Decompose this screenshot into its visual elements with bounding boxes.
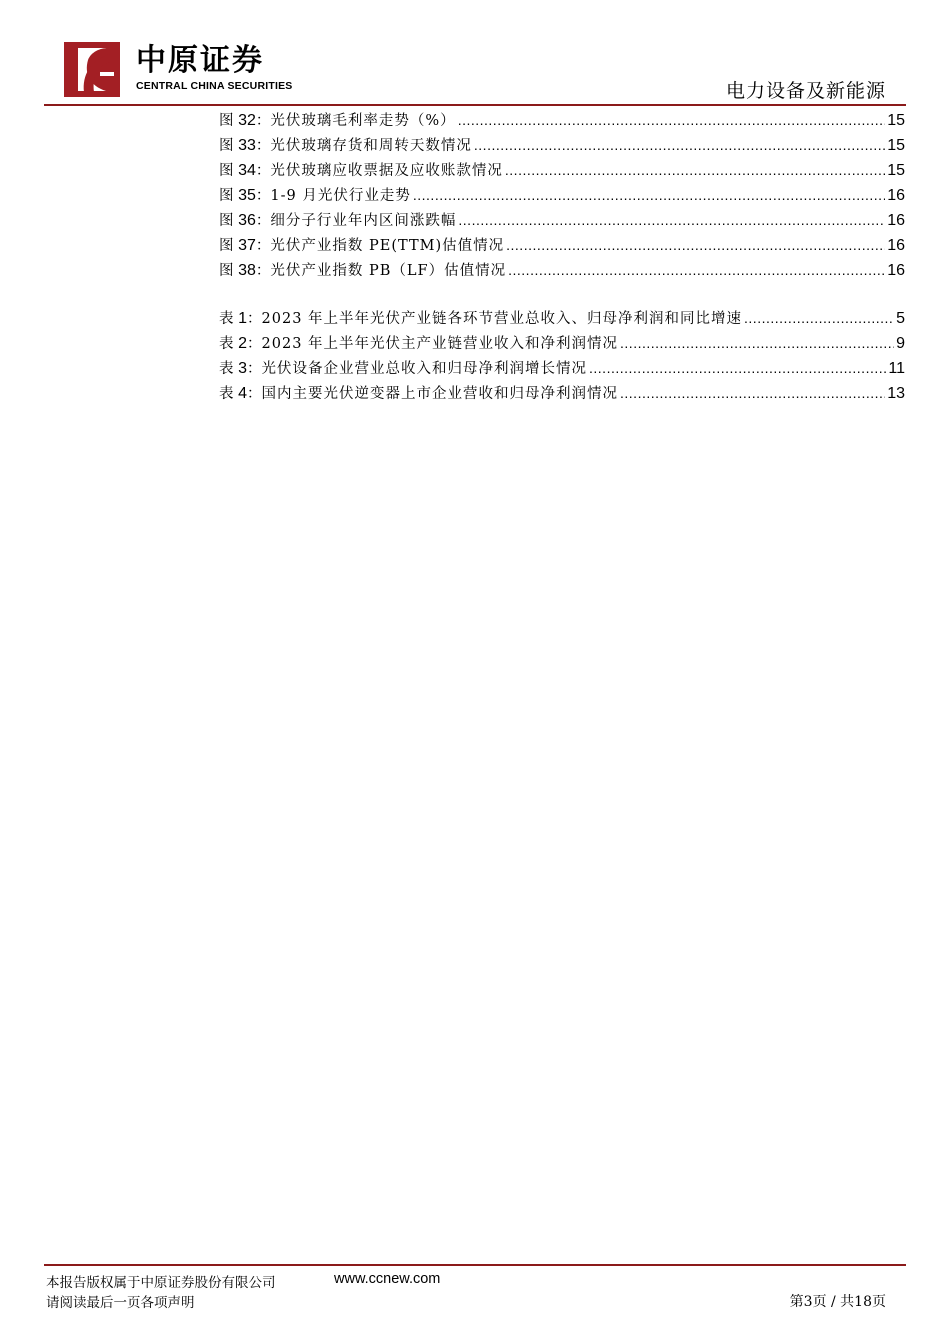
entry-title: 光伏产业指数 PB（LF）估值情况 (270, 263, 507, 279)
leader-dots (413, 187, 885, 203)
figure-entry[interactable] (219, 209, 905, 234)
leader-dots (505, 162, 885, 178)
entry-title: 光伏玻璃应收票据及应收账款情况 (270, 163, 503, 179)
leader-dots (458, 212, 885, 228)
footer-page-number: 第3页 / 共18页 (789, 1294, 886, 1310)
entry-label: 表 1： (219, 310, 262, 327)
entry-label: 表 3： (219, 360, 262, 377)
entry-label: 图 37： (219, 237, 271, 254)
figure-entry[interactable] (219, 109, 905, 134)
logo-english-name: CENTRAL CHINA SECURITIES (136, 80, 293, 92)
entry-label: 图 35： (219, 187, 271, 204)
entry-title: 光伏玻璃存货和周转天数情况 (270, 138, 472, 154)
leader-dots (508, 262, 885, 278)
entry-title: 光伏产业指数 PE(TTM)估值情况 (270, 238, 505, 254)
figure-entry[interactable] (219, 134, 905, 159)
footer-divider (44, 1264, 906, 1266)
leader-dots (620, 335, 894, 351)
figure-entry[interactable] (219, 159, 905, 184)
entry-title: 2023 年上半年光伏产业链各环节营业总收入、归母净利润和同比增速 (261, 311, 743, 327)
entry-label: 图 34： (219, 162, 271, 179)
logo-chinese-name: 中原证券 (136, 43, 264, 78)
header-divider (44, 104, 906, 106)
entry-page-number: 16 (887, 262, 905, 279)
entry-page-number: 11 (888, 360, 905, 377)
entry-page-number: 16 (887, 212, 905, 229)
footer-disclaimer: 请阅读最后一页各项声明 (46, 1295, 195, 1311)
table-entry[interactable] (219, 357, 905, 382)
leader-dots (506, 237, 885, 253)
entry-page-number: 9 (896, 335, 905, 352)
entry-title: 光伏玻璃毛利率走势（%） (270, 113, 456, 129)
page-header (0, 0, 950, 110)
central-china-securities-logo-icon (64, 42, 120, 97)
entry-page-number: 5 (896, 310, 905, 327)
entry-page-number: 16 (887, 187, 905, 204)
entry-page-number: 15 (887, 137, 905, 154)
leader-dots (458, 112, 886, 128)
figure-entry[interactable] (219, 259, 905, 284)
figure-index-list (219, 109, 905, 284)
table-entry[interactable] (219, 332, 905, 357)
entry-page-number: 13 (887, 385, 905, 402)
entry-label: 表 4： (219, 385, 262, 402)
leader-dots (589, 360, 886, 376)
leader-dots (744, 310, 894, 326)
leader-dots (620, 385, 885, 401)
entry-title: 光伏设备企业营业总收入和归母净利润增长情况 (261, 361, 588, 377)
entry-page-number: 15 (887, 162, 905, 179)
entry-title: 2023 年上半年光伏主产业链营业收入和净利润情况 (261, 336, 619, 352)
figure-entry[interactable] (219, 184, 905, 209)
entry-page-number: 16 (887, 237, 905, 254)
entry-title: 国内主要光伏逆变器上市企业营收和归母净利润情况 (261, 386, 619, 402)
entry-title: 1-9 月光伏行业走势 (270, 188, 411, 204)
entry-label: 表 2： (219, 335, 262, 352)
figure-entry[interactable] (219, 234, 905, 259)
table-index-list (219, 307, 905, 407)
leader-dots (474, 137, 885, 153)
footer-copyright: 本报告版权属于中原证券股份有限公司 (46, 1275, 276, 1291)
entry-label: 图 38： (219, 262, 271, 279)
entry-label: 图 33： (219, 137, 271, 154)
table-entry[interactable] (219, 382, 905, 407)
entry-page-number: 15 (887, 112, 905, 129)
entry-label: 图 36： (219, 212, 271, 229)
report-section-title: 电力设备及新能源 (725, 80, 886, 102)
entry-title: 细分子行业年内区间涨跌幅 (270, 213, 457, 229)
footer-website-link[interactable]: www.ccnew.com (334, 1271, 441, 1287)
table-entry[interactable] (219, 307, 905, 332)
entry-label: 图 32： (219, 112, 271, 129)
